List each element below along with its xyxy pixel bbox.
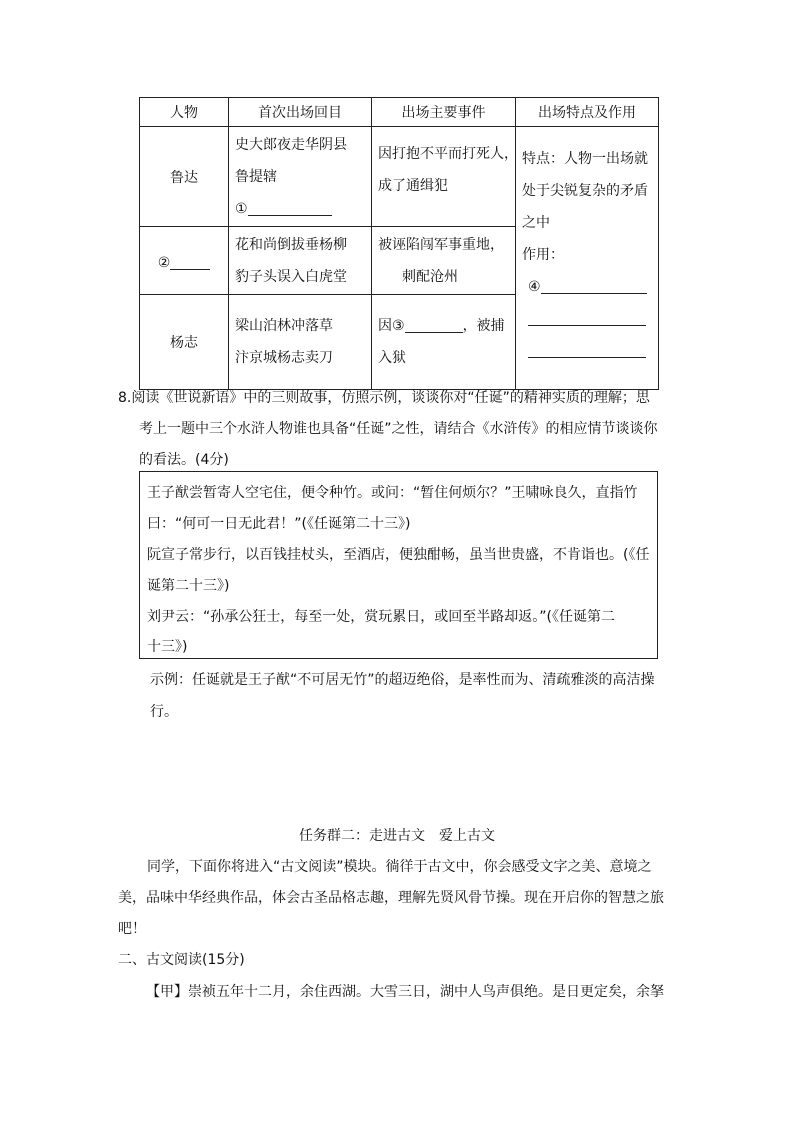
fill-blank-3[interactable] xyxy=(405,314,463,333)
blank-marker: ① xyxy=(235,200,248,217)
section-heading: 二、古文阅读(15分) xyxy=(118,952,245,968)
header-feature: 出场特点及作用 xyxy=(516,98,659,127)
feature-cell xyxy=(516,127,659,390)
intro-line1: 同学，下面你将进入“古文阅读”模块。徜徉于古文中，你会感受文字之美、意境之 xyxy=(147,859,652,875)
classical-text-line1: 【甲】崇祯五年十二月，余住西湖。大雪三日，湖中人鸟声俱绝。是日更定矣，余拏 xyxy=(146,984,664,1000)
chapter-line: 汴京城杨志卖刀 xyxy=(235,349,333,366)
feature-blank-line xyxy=(522,367,658,389)
intro-line2: 美，品味中华经典作品，体会古圣品格志趣，理解先贤风骨节操。现在开启你的智慧之旅 xyxy=(118,890,664,906)
story-line: 曰：“何可一日无此君！”(《任诞第二十三》) xyxy=(147,516,411,532)
person-luda: 鲁达 xyxy=(140,127,229,227)
event-line: 因打抱不平而打死人， xyxy=(378,145,518,162)
question8-line2: 考上一题中三个水浒人物谁也具备“任诞”之性，请结合《水浒传》的相应情节谈谈你 xyxy=(139,421,658,437)
event-blank-line xyxy=(378,310,515,342)
chapter-blank-line xyxy=(235,193,371,225)
person-yangzhi: 杨志 xyxy=(140,294,229,389)
chapter-line: 鲁提辖 xyxy=(235,168,277,185)
example-line1: 示例：任诞就是王子猷“不可居无竹”的超迈绝俗，是率性而为、清疏雅淡的高洁操 xyxy=(150,672,655,688)
chapter-line: 豹子头误入白虎堂 xyxy=(235,268,347,285)
header-event: 出场主要事件 xyxy=(372,98,516,127)
story-line: 刘尹云：“孙承公狂士，每至一处，赏玩累日，或回至半路却返。”(《任诞第二 xyxy=(147,609,615,625)
character-table xyxy=(139,97,659,390)
chapter-yangzhi xyxy=(229,294,372,389)
event-line: 成了通缉犯 xyxy=(378,177,448,194)
question8-line1: 8.阅读《世说新语》中的三则故事，仿照示例，谈谈你对“任诞”的精神实质的理解；思 xyxy=(118,390,650,406)
person-blank xyxy=(140,227,229,294)
fill-blank-2[interactable] xyxy=(170,251,210,270)
story-line: 十三》) xyxy=(147,639,188,655)
fill-blank-1[interactable] xyxy=(248,197,332,216)
section-title: 任务群二：走进古文 爱上古文 xyxy=(299,828,495,844)
header-person: 人物 xyxy=(140,98,229,127)
intro-line3: 吧！ xyxy=(118,921,146,937)
event-linchong xyxy=(372,227,516,294)
feature-blank-line xyxy=(522,303,658,335)
story-line: 阮宣子常步行，以百钱挂杖头，至酒店，便独酣畅，虽当世贵盛，不肯诣也。(《任 xyxy=(147,547,650,563)
chapter-linchong xyxy=(229,227,372,294)
event-luda xyxy=(372,127,516,227)
fill-blank-4-cont[interactable] xyxy=(528,307,646,326)
chapter-line: 花和尚倒拔垂杨柳 xyxy=(235,236,347,253)
event-line: 被诬陷闯军事重地， xyxy=(378,236,504,253)
blank-marker: ② xyxy=(157,254,171,271)
event-prefix: 因③ xyxy=(378,317,405,334)
feature-line: 处于尖锐复杂的矛盾 xyxy=(522,183,648,199)
event-line: 刺配沧州 xyxy=(402,268,458,285)
feature-line: 作用： xyxy=(522,247,564,263)
story-line: 王子猷尝暂寄人空宅住，便令种竹。或问：“暂住何烦尔？”王啸咏良久，直指竹 xyxy=(147,485,638,501)
example-line2: 行。 xyxy=(150,704,178,720)
chapter-luda xyxy=(229,127,372,227)
feature-line: 特点：人物一出场就 xyxy=(522,151,648,167)
chapter-line: 史大郎夜走华阴县 xyxy=(235,136,347,153)
fill-blank-4-cont[interactable] xyxy=(528,339,646,358)
feature-blank-line xyxy=(522,335,658,367)
story-line: 诞第二十三》) xyxy=(147,578,230,594)
event-suffix: ，被捕 xyxy=(462,317,505,334)
event-line: 入狱 xyxy=(378,349,406,366)
feature-blank-line xyxy=(522,271,658,303)
header-chapter: 首次出场回目 xyxy=(229,98,372,127)
chapter-line: 梁山泊林冲落草 xyxy=(235,317,333,334)
blank-marker: ④ xyxy=(528,279,541,295)
question8-line3: 的看法。(4分) xyxy=(139,452,229,468)
fill-blank-4[interactable] xyxy=(541,275,647,294)
feature-line: 之中 xyxy=(522,215,550,231)
event-yangzhi xyxy=(372,294,516,389)
